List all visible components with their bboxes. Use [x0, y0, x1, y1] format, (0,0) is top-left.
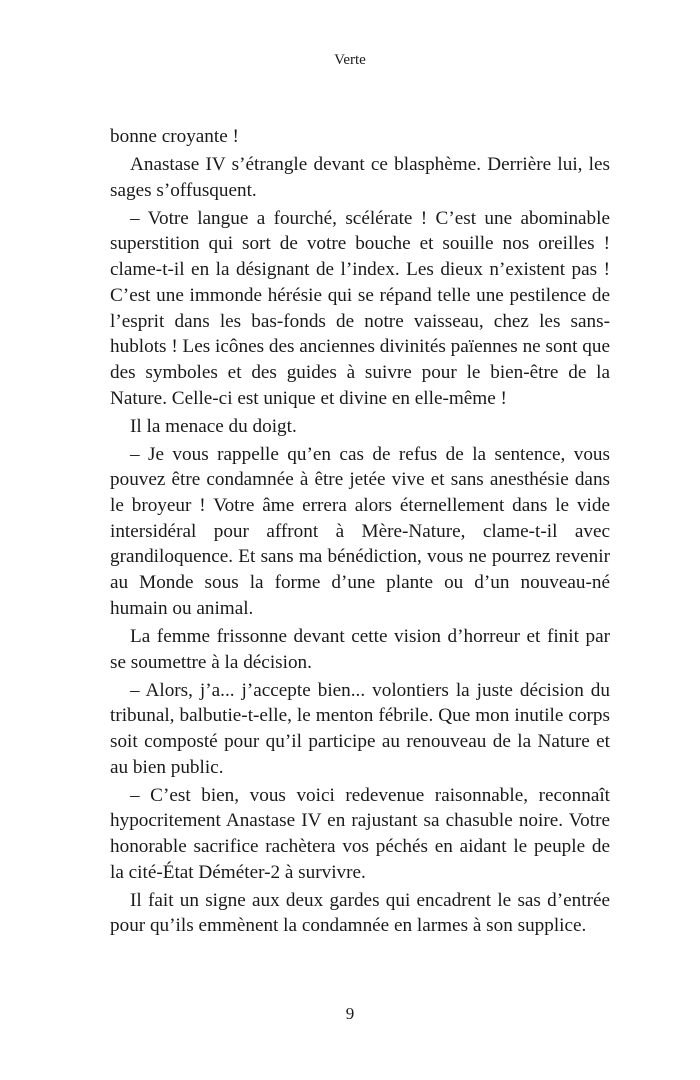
- paragraph: La femme frissonne devant cette vision d’horreur et finit par se soumettre à la décision.: [110, 625, 610, 673]
- page-number: 9: [345, 1004, 355, 1023]
- running-head: Verte: [334, 52, 366, 68]
- paragraph: bonne croyante !: [110, 126, 239, 147]
- body-text: [110, 124, 610, 941]
- paragraph: – Alors, j’a... j’accepte bien... volontiers la juste décision du tribunal, balbutie-t-elle, le menton fébrile. Que mon inutile corps soit composté pour qu’il participe au renouveau de la Nature et au bien public.: [110, 679, 610, 778]
- paragraph: Il fait un signe aux deux gardes qui encadrent le sas d’entrée pour qu’ils emmènent la condamnée en larmes à son supplice.: [110, 889, 610, 937]
- paragraph: – Je vous rappelle qu’en cas de refus de la sentence, vous pouvez être condamnée à être jetée vive et sans anesthésie dans le broyeur ! Votre âme errera alors éternellement dans le vide intersidéral pour affront à Mère-Nature, clame-t-il avec grandiloquence. Et sans ma bénédiction, vous ne pourrez revenir au Monde sous la forme d’une plante ou d’un nouveau-né humain ou animal.: [110, 443, 610, 619]
- paragraph: Il la menace du doigt.: [130, 415, 297, 437]
- paragraph: – C’est bien, vous voici redevenue raisonnable, reconnaît hypocritement Anastase IV en rajustant sa chasuble noire. Votre honorable sacrifice rachètera vos péchés en aidant le peuple de la cité-État Déméter-2 à survivre.: [110, 784, 610, 883]
- paragraph: – Votre langue a fourché, scélérate ! C’est une abominable superstition qui sort de votre bouche et souille nos oreilles ! clame-t-il en la désignant de l’index. Les dieux n’existent pas ! C’est une immonde hérésie qui se répand telle une pestilence de l’esprit dans les bas-fonds de notre vaisseau, chez les sans-hublots ! Les icônes des anciennes divinités païennes ne sont que des symboles et des guides à suivre pour le bien-être de la Nature. Celle-ci est unique et divine en elle-même !: [110, 207, 610, 409]
- paragraph: Anastase IV s’étrangle devant ce blasphème. Derrière lui, les sages s’offusquent.: [110, 154, 610, 201]
